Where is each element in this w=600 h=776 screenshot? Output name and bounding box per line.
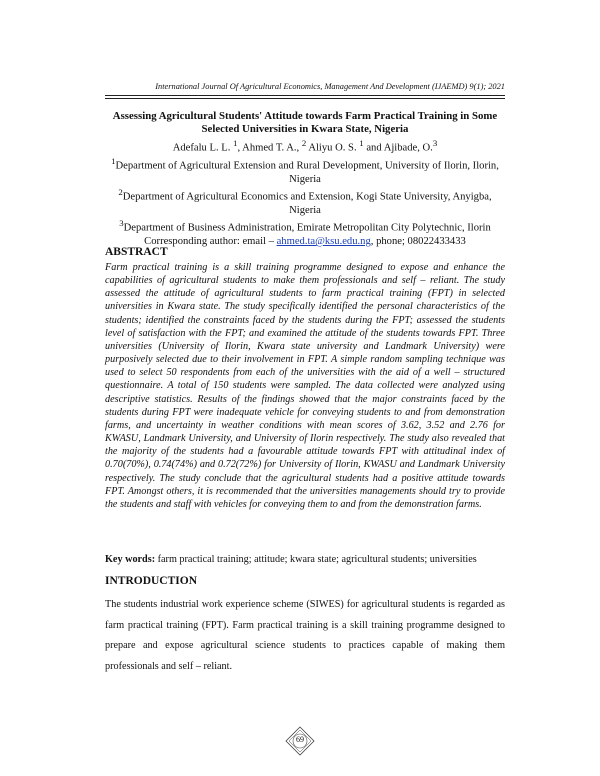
keywords-line xyxy=(105,554,505,565)
abstract-text: Farm practical training is a skill training programme designed to expose and enhance the capabilities of agricultural students to make them professionals and self – reliant. The study assessed the attitude of agricultural students to farm practical training (FPT) in selected universities in Kwara state. The study specifically identified the personal characteristics of the students; identified the constraints faced by the students during the FPT; assessed the students level of satisfaction with the FPT; and examined the attitude of the students towards FPT. Three universities (University of Ilorin, Kwara state university and Landmark University) were purposively selected due to their involvement in FPT. A simple random sampling technique was used to select 50 respondents from each of the universities with the aid of a well – structured questionnaire. A total of 150 students were sampled. The data collected were analyzed using descriptive statistics. Results of the findings showed that the major constraints faced by the students during FPT were inadequate vehicle for conveying students to and from demonstration farms, and uncertainty in weather conditions with mean scores of 3.62, 3.52 and 2.76 for KWASU, Landmark University, and University of Ilorin respectively. The study also revealed that the majority of the students had a favourable attitude towards FPT with attitudinal index of 0.70(70%), 0.74(74%) and 0.72(72%) for University of Ilorin, KWASU and Landmark University respectively. The study conclude that the agricultural students had a positive attitude towards FPT. Amongst others, it is recommended that the universities managements should try to provide the students and staff with vehicles for conveying them to and from the demonstration farms. xyxy=(105,262,505,510)
header-rule-thin xyxy=(105,98,505,99)
author-name: Aliyu O. S. xyxy=(308,142,357,154)
journal-header: International Journal Of Agricultural Economics, Management And Development (IJAEMD) 9(1); 2021 xyxy=(155,82,505,91)
author-block xyxy=(105,137,505,248)
affiliation-text: Department of Agricultural Economics and Extension, Kogi State University, Anyigba, Nigeria xyxy=(122,191,492,216)
author-name: Ahmed T. A., xyxy=(242,142,300,154)
page-number: 69 xyxy=(296,735,304,744)
author-affiliation-marker: 3 xyxy=(432,138,438,148)
introduction-heading: INTRODUCTION xyxy=(105,575,198,587)
header-rule-thick xyxy=(105,95,505,96)
affiliation-number: 1 xyxy=(111,155,116,166)
affiliation-3 xyxy=(105,217,505,235)
keywords-text: farm practical training; attitude; kwara state; agricultural students; universities xyxy=(157,554,477,565)
author-affiliation-marker: 1 xyxy=(359,138,364,148)
author-list: Adefalu L. L. $^1$, Ahmed T. A., $^2$ Aliyu O. S. $^1$ and Ajibade, O.$^3$ xyxy=(172,138,438,154)
affiliation-text: Department of Agricultural Extension and Rural Development, University of Ilorin, Ilorin, Nigeria xyxy=(115,160,499,185)
affiliation-number: 3 xyxy=(119,218,124,229)
author-affiliation-marker: 1 xyxy=(233,138,238,148)
author-affiliation-marker: 2 xyxy=(301,138,307,148)
corresponding-phone: , phone; 08022433433 xyxy=(370,235,466,247)
affiliation-number: 2 xyxy=(118,186,123,197)
keywords-label: Key words: xyxy=(105,554,156,565)
paper-title: Assessing Agricultural Students' Attitude towards Farm Practical Training in Some Selected Universities in Kwara State, Nigeria xyxy=(112,110,498,135)
author-name: Ajibade, O. xyxy=(383,142,433,154)
author-name: Adefalu L. L. xyxy=(172,142,231,154)
abstract-heading: ABSTRACT xyxy=(105,246,168,258)
affiliation-2 xyxy=(105,186,505,217)
corresponding-email-link[interactable]: ahmed.ta@ksu.edu.ng xyxy=(276,235,371,247)
corresponding-prefix: Corresponding author: email – xyxy=(144,235,274,247)
introduction-text: The students industrial work experience scheme (SIWES) for agricultural students is regarded as farm practical training (FPT). Farm practical training is a skill training programme designed to prepare and expose agricultural science students to practices capable of making them professionals and self – reliant. xyxy=(105,599,505,672)
page-number-badge xyxy=(285,726,315,756)
affiliation-text: Department of Business Administration, Emirate Metropolitan City Polytechnic, Ilorin xyxy=(123,222,491,234)
affiliation-1 xyxy=(105,155,505,186)
